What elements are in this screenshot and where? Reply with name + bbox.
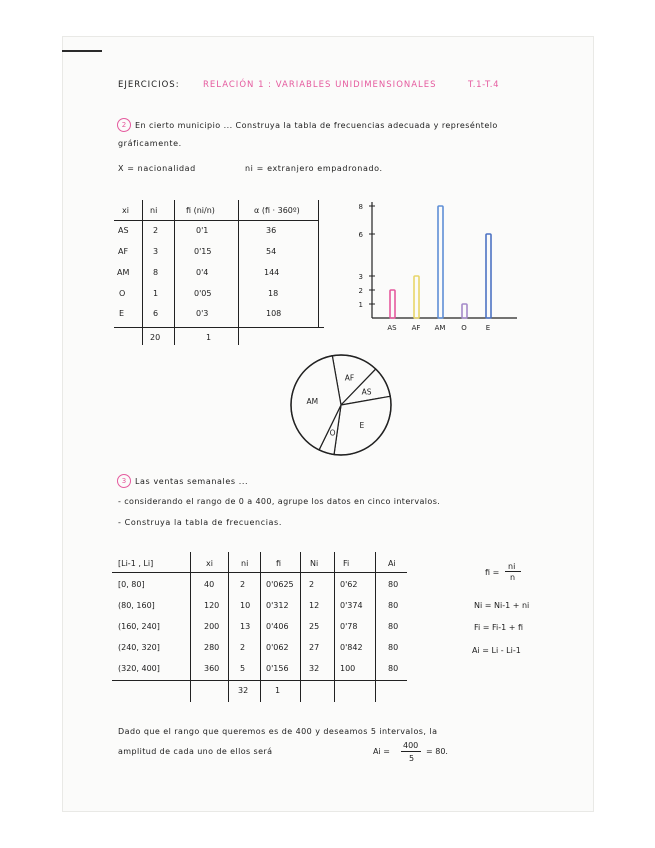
- formula-Fi: Fi = Fi-1 + fi: [474, 623, 524, 632]
- ex3-line2: - considerando el rango de 0 a 400, agrupe los datos en cinco intervalos.: [118, 497, 441, 506]
- y-tick-label: 3: [358, 273, 363, 281]
- header-prefix: EJERCICIOS:: [118, 80, 180, 90]
- formula-fi-num: ni: [508, 562, 516, 571]
- ex3-cell-Ni: 27: [309, 643, 320, 652]
- ex2-cell: AS: [118, 226, 129, 235]
- ex2-var-ni: ni = extranjero empadronado.: [245, 164, 383, 173]
- x-tick-label: E: [485, 324, 491, 332]
- ex3-cell-fi: 0'406: [266, 622, 289, 631]
- ex3-conclusion-1: Dado que el rango que queremos es de 400 y deseamos 5 intervalos, la: [118, 727, 438, 736]
- ex2-header-alpha: α (fi · 360º): [254, 206, 300, 215]
- ex3-cell-Ai: 80: [388, 601, 399, 610]
- ex2-total-fi: 1: [206, 333, 212, 342]
- ai-bar: [401, 751, 421, 752]
- ex2-cell: 1: [153, 289, 159, 298]
- ex3-cell-Fi: 100: [340, 664, 356, 673]
- ex2-col-rule: [238, 200, 239, 345]
- ex3-cell-Fi: 0'842: [340, 643, 363, 652]
- ex3-cell-Ai: 80: [388, 580, 399, 589]
- ex2-total-rule: [114, 327, 324, 328]
- ex2-cell: 2: [153, 226, 159, 235]
- ex3-cell-Ai: 80: [388, 622, 399, 631]
- ex3-cell-fi: 0'156: [266, 664, 289, 673]
- ex3-cell-Ni: 25: [309, 622, 320, 631]
- ex3-cell-interval: (240, 320]: [118, 643, 160, 652]
- y-tick-label: 2: [358, 287, 363, 295]
- y-tick-label: 6: [358, 231, 363, 239]
- ex3-cell-xi: 280: [204, 643, 220, 652]
- ex3-cell-Fi: 0'374: [340, 601, 363, 610]
- ex2-header-fi: fi (ni/n): [186, 206, 215, 215]
- ex3-total-rule: [112, 680, 407, 681]
- ex2-total-ni: 20: [150, 333, 161, 342]
- ex3-cell-ni: 10: [240, 601, 251, 610]
- formula-fi-lhs: fi =: [485, 568, 500, 577]
- ex2-col-rule: [174, 200, 175, 345]
- x-tick-label: AM: [434, 324, 446, 332]
- pie-label: AF: [344, 373, 355, 383]
- formula-fi-den: n: [510, 573, 516, 582]
- ex3-cell-fi: 0'062: [266, 643, 289, 652]
- ex3-line3: - Construya la tabla de frecuencias.: [118, 518, 282, 527]
- ex3-cell-Fi: 0'62: [340, 580, 358, 589]
- ex3-total-ni: 32: [238, 686, 249, 695]
- ex3-cell-xi: 120: [204, 601, 220, 610]
- formula-Ni: Ni = Ni-1 + ni: [474, 601, 530, 610]
- ex2-cell: 144: [264, 268, 280, 277]
- ex3-cell-Fi: 0'78: [340, 622, 358, 631]
- bar-AS: [390, 290, 395, 318]
- ex2-cell: 3: [153, 247, 159, 256]
- ex2-cell: 8: [153, 268, 159, 277]
- ex2-header-rule: [114, 220, 318, 221]
- ex2-cell: 18: [268, 289, 279, 298]
- ex2-cell: O: [119, 289, 126, 298]
- ex3-conclusion-2: amplitud de cada uno de ellos será: [118, 747, 273, 756]
- x-tick-label: AS: [387, 324, 397, 332]
- ex3-cell-ni: 2: [240, 580, 246, 589]
- ex2-cell: 0'05: [194, 289, 212, 298]
- bar-O: [462, 304, 467, 318]
- ex2-cell: 0'1: [196, 226, 209, 235]
- header-topics: T.1-T.4: [468, 80, 500, 90]
- header-title: RELACIÓN 1 : VARIABLES UNIDIMENSIONALES: [203, 80, 437, 90]
- pie-label: O: [329, 428, 336, 438]
- ex2-bar-chart: [340, 196, 520, 346]
- ex3-header: [Li-1 , Li]: [118, 559, 154, 568]
- x-tick-label: AF: [411, 324, 421, 332]
- ex3-cell-xi: 200: [204, 622, 220, 631]
- ex3-cell-Ni: 32: [309, 664, 320, 673]
- ex2-line2: gráficamente.: [118, 139, 182, 148]
- ex2-cell: 0'3: [196, 309, 209, 318]
- ex3-cell-interval: (160, 240]: [118, 622, 160, 631]
- top-mark: [62, 50, 102, 52]
- ai-den: 5: [409, 754, 415, 763]
- ex2-pie-chart: [286, 350, 396, 460]
- ex3-cell-xi: 40: [204, 580, 215, 589]
- ex2-var-x: X = nacionalidad: [118, 164, 196, 173]
- y-tick-label: 1: [358, 301, 363, 309]
- formula-Ai: Ai = Li - Li-1: [472, 646, 521, 655]
- y-tick-label: 8: [358, 203, 363, 211]
- ex3-header: xi: [206, 559, 213, 568]
- ex3-header: Ni: [310, 559, 319, 568]
- ex3-cell-ni: 2: [240, 643, 246, 652]
- bar-AM: [438, 206, 443, 318]
- ex2-cell: 54: [266, 247, 277, 256]
- ex3-header: ni: [241, 559, 249, 568]
- pie-label: AM: [306, 396, 319, 406]
- ex2-col-rule: [142, 200, 143, 345]
- ex3-cell-ni: 5: [240, 664, 246, 673]
- ex3-cell-interval: (320, 400]: [118, 664, 160, 673]
- ex2-col-rule: [318, 200, 319, 328]
- bar-AF: [414, 276, 419, 318]
- ex3-cell-fi: 0'0625: [266, 580, 294, 589]
- pie-label: AS: [361, 387, 372, 397]
- ex2-cell: 36: [266, 226, 277, 235]
- pie-label: E: [359, 421, 365, 431]
- ex3-cell-Ai: 80: [388, 664, 399, 673]
- ex3-header: fi: [276, 559, 282, 568]
- ex2-cell: AM: [117, 268, 130, 277]
- ex3-line1: Las ventas semanales ...: [135, 477, 249, 486]
- ai-num: 400: [403, 741, 419, 750]
- ex2-header-xi: xi: [122, 206, 129, 215]
- ex3-header: Ai: [388, 559, 396, 568]
- ai-res: = 80.: [426, 747, 448, 756]
- ex3-cell-Ni: 12: [309, 601, 320, 610]
- ex2-cell: 0'15: [194, 247, 212, 256]
- ex3-cell-Ai: 80: [388, 643, 399, 652]
- exercise-3-number: 3: [117, 474, 131, 488]
- ex3-header: Fi: [343, 559, 350, 568]
- x-tick-label: O: [461, 324, 467, 332]
- ex3-cell-fi: 0'312: [266, 601, 289, 610]
- ex2-cell: 0'4: [196, 268, 209, 277]
- bar-E: [486, 234, 491, 318]
- ex3-cell-ni: 13: [240, 622, 251, 631]
- ai-lhs: Ai =: [373, 747, 390, 756]
- exercise-2-number: 2: [117, 118, 131, 132]
- ex3-cell-interval: (80, 160]: [118, 601, 155, 610]
- ex2-header-ni: ni: [150, 206, 158, 215]
- ex3-cell-Ni: 2: [309, 580, 315, 589]
- ex2-line1: En cierto municipio ... Construya la tabla de frecuencias adecuada y represéntelo: [135, 121, 498, 130]
- formula-fi-bar: [505, 571, 521, 572]
- ex3-cell-interval: [0, 80]: [118, 580, 145, 589]
- ex3-total-fi: 1: [275, 686, 281, 695]
- ex3-cell-xi: 360: [204, 664, 220, 673]
- ex2-cell: 108: [266, 309, 282, 318]
- ex2-cell: AF: [118, 247, 129, 256]
- ex2-cell: 6: [153, 309, 159, 318]
- ex2-cell: E: [119, 309, 125, 318]
